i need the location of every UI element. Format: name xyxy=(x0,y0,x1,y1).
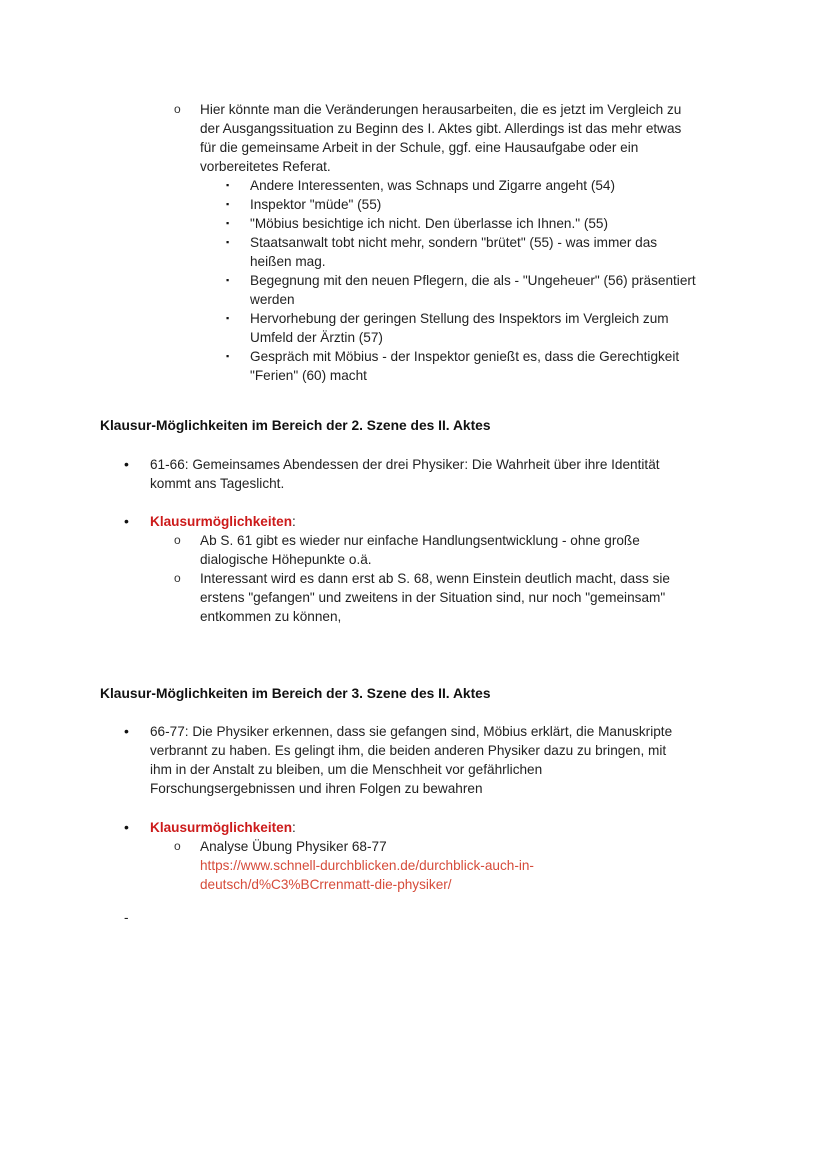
square-bullet-icon: ▪ xyxy=(226,199,230,209)
bullet-icon: • xyxy=(124,513,129,529)
klausur-label: Klausurmöglichkeiten xyxy=(150,820,293,835)
klausur-label: Klausurmöglichkeiten xyxy=(150,514,293,529)
analyse-label: Analyse Übung Physiker 68-77 xyxy=(200,839,387,854)
circle-bullet-icon: o xyxy=(174,571,181,585)
bullet-icon: • xyxy=(124,456,129,472)
list-item: o Interessant wird es dann erst ab S. 68, wenn Einstein deutlich macht, dass sie erstens "gefangen" und zweitens in der Situation sind, nur noch "gemeinsam" entkommen zu können, xyxy=(174,571,670,624)
square-bullet-icon: ▪ xyxy=(226,275,230,285)
list-item: ▪ Begegnung mit den neuen Pflegern, die als - "Ungeheuer" (56) präsentiert werden xyxy=(226,273,696,307)
section-heading-scene-2: Klausur-Möglichkeiten im Bereich der 2. Szene des II. Aktes xyxy=(100,418,491,433)
circle-bullet-icon: o xyxy=(174,102,181,116)
list-item: ▪ Inspektor "müde" (55) xyxy=(226,197,382,212)
observation-list xyxy=(226,176,766,385)
physiker-link[interactable]: https://www.schnell-durchblicken.de/durchblick-auch-in- deutsch/d%C3%BCrrenmatt-die-physiker/ xyxy=(200,858,534,892)
square-bullet-icon: ▪ xyxy=(226,218,230,228)
intro-paragraph: Hier könnte man die Veränderungen herausarbeiten, die es jetzt im Vergleich zu der Ausgangssituation zu Beginn des I. Aktes gibt. Allerdings ist das mehr etwas für die gemeinsame Arbeit in der Schule, ggf. eine Hausaufgabe oder ein vorbereitetes Referat. xyxy=(200,102,682,174)
list-item: ▪ "Möbius besichtige ich nicht. Den überlasse ich Ihnen." (55) xyxy=(226,216,608,231)
list-item: ▪ Staatsanwalt tobt nicht mehr, sondern "brütet" (55) - was immer das heißen mag. xyxy=(226,235,658,269)
list-item: ▪ Hervorhebung der geringen Stellung des Inspektors im Vergleich zum Umfeld der Ärztin (57) xyxy=(226,311,669,345)
list-item: ▪ Andere Interessenten, was Schnaps und Zigarre angeht (54) xyxy=(226,178,615,193)
bullet-icon: • xyxy=(124,723,129,739)
scene-2-summary: • 61-66: Gemeinsames Abendessen der drei Physiker: Die Wahrheit über ihre Identität kommt ans Tageslicht. xyxy=(124,456,660,491)
intro-subitem xyxy=(174,100,754,176)
list-item: ▪ Gespräch mit Möbius - der Inspektor genießt es, dass die Gerechtigkeit "Ferien" (60) macht xyxy=(226,349,680,383)
scene-3-summary: • 66-77: Die Physiker erkennen, dass sie gefangen sind, Möbius erklärt, die Manuskripte verbrannt zu haben. Es gelingt ihm, die beiden anderen Physiker dazu zu bringen, mit ihm in der Anstalt zu bleiben, um die Menschheit vor gefährlichen Forschungsergebnissen und ihren Folgen zu bewahren xyxy=(124,723,673,796)
scene-3-klausur-item: • Klausurmöglichkeiten: xyxy=(124,819,296,835)
square-bullet-icon: ▪ xyxy=(226,351,230,361)
square-bullet-icon: ▪ xyxy=(226,180,230,190)
square-bullet-icon: ▪ xyxy=(226,237,230,247)
bullet-icon: • xyxy=(124,819,129,835)
list-item xyxy=(174,837,734,894)
square-bullet-icon: ▪ xyxy=(226,313,230,323)
circle-bullet-icon: o xyxy=(174,839,181,853)
scene-2-subitems xyxy=(174,531,734,626)
scene-2-klausur-item: • Klausurmöglichkeiten: xyxy=(124,513,296,529)
scene-3-subitems xyxy=(174,837,734,894)
trailing-dash: - xyxy=(124,910,129,925)
circle-bullet-icon: o xyxy=(174,533,181,547)
section-heading-scene-3: Klausur-Möglichkeiten im Bereich der 3. Szene des II. Aktes xyxy=(100,686,491,701)
list-item: o Ab S. 61 gibt es wieder nur einfache Handlungsentwicklung - ohne große dialogische Höhepunkte o.ä. xyxy=(174,533,640,567)
